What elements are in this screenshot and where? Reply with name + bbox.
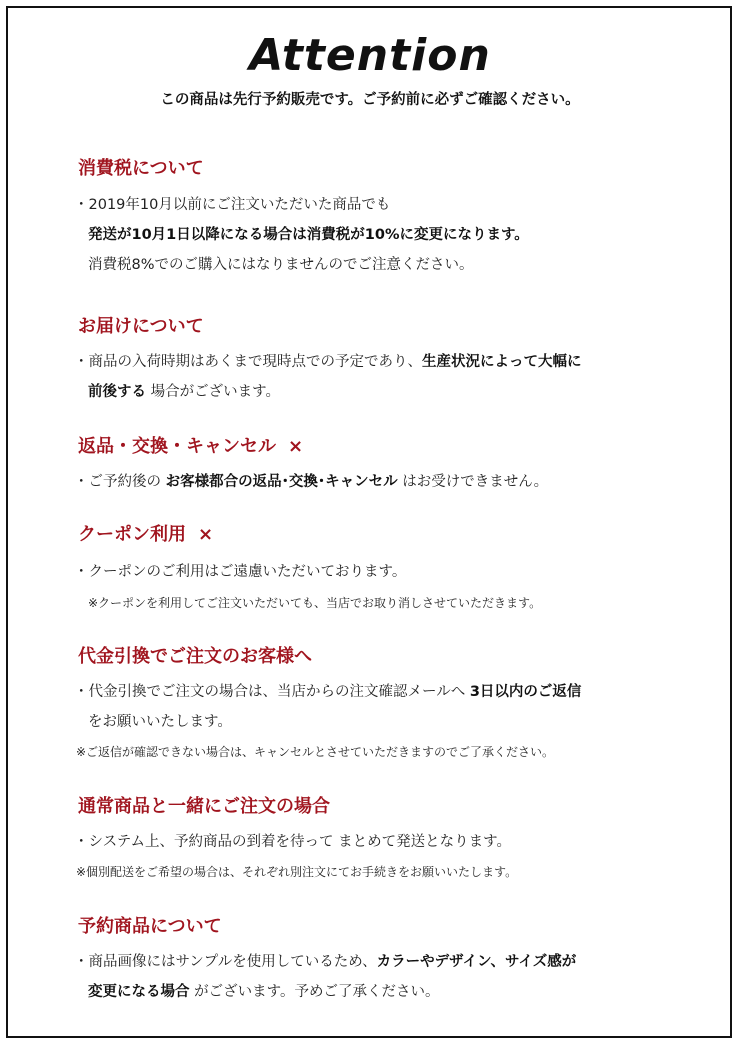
preorder-line-1-bold: カラーやデザイン、サイズ感が [376, 954, 577, 970]
section-heading-returns [78, 432, 303, 458]
cross-mark-icon: × [288, 436, 304, 457]
coupon-heading-text: クーポン利用 [78, 524, 186, 545]
tax-line-3: 消費税8%でのご購入にはなりませんのでご注意ください。 [88, 257, 474, 273]
returns-line-1 [74, 470, 548, 491]
delivery-line-2-text: 場合がございます。 [146, 384, 280, 400]
section-heading-combined: 通常商品と一緒にご注文の場合 [78, 796, 330, 817]
returns-heading-text: 返品・交換・キャンセル [78, 436, 276, 457]
section-heading-cod: 代金引換でご注文のお客様へ [78, 646, 312, 667]
delivery-line-1-bold: 生産状況によって大幅に [422, 354, 582, 370]
delivery-line-1 [74, 350, 582, 371]
tax-line-1: ・2019年10月以前にご注文いただいた商品でも [74, 197, 391, 213]
preorder-line-2 [88, 980, 439, 1001]
cod-line-1-bold: 3日以内のご返信 [469, 684, 582, 700]
preorder-line-1-text: ・商品画像にはサンプルを使用しているため、 [74, 954, 377, 970]
cross-mark-icon: × [198, 524, 214, 545]
returns-line-1-bold: お客様都合の返品･交換･キャンセル [165, 474, 398, 490]
combined-line-1: ・システム上、予約商品の到着を待って まとめて発送となります。 [74, 834, 511, 850]
page-subtitle: この商品は先行予約販売です。ご予約前に必ずご確認ください。 [160, 92, 580, 108]
preorder-line-2-text: がございます。予めご了承ください。 [189, 984, 440, 1000]
returns-line-1-prefix: ・ご予約後の [74, 474, 166, 490]
delivery-line-2 [88, 380, 280, 401]
section-heading-tax: 消費税について [78, 158, 204, 179]
cod-line-1 [74, 680, 581, 701]
page-title: Attention [249, 30, 491, 81]
tax-line-2-bold: 発送が10月1日以降になる場合は消費税が10%に変更になります。 [88, 227, 529, 243]
section-heading-delivery: お届けについて [78, 316, 204, 337]
preorder-line-2-bold: 変更になる場合 [88, 984, 190, 1000]
combined-note: ※個別配送をご希望の場合は、それぞれ別注文にてお手続きをお願いいたします。 [76, 865, 518, 879]
coupon-line-1: ・クーポンのご利用はご遠慮いただいております。 [74, 564, 407, 580]
cod-line-2: をお願いいたします。 [88, 714, 232, 730]
returns-line-1-suffix: はお受けできません。 [397, 474, 549, 490]
cod-note: ※ご返信が確認できない場合は、キャンセルとさせていただきますのでご了承ください。 [76, 745, 555, 759]
section-heading-preorder: 予約商品について [78, 916, 222, 937]
tax-line-2 [88, 223, 529, 244]
coupon-note: ※クーポンを利用してご注文いただいても、当店でお取り消しさせていただきます。 [88, 596, 542, 610]
cod-line-1-text: ・代金引換でご注文の場合は、当店からの注文確認メールへ [74, 684, 470, 700]
delivery-line-1-text: ・商品の入荷時期はあくまで現時点での予定であり、 [74, 354, 422, 370]
section-heading-coupon [78, 520, 213, 546]
delivery-line-2-bold: 前後する [88, 384, 146, 400]
preorder-line-1 [74, 950, 576, 971]
